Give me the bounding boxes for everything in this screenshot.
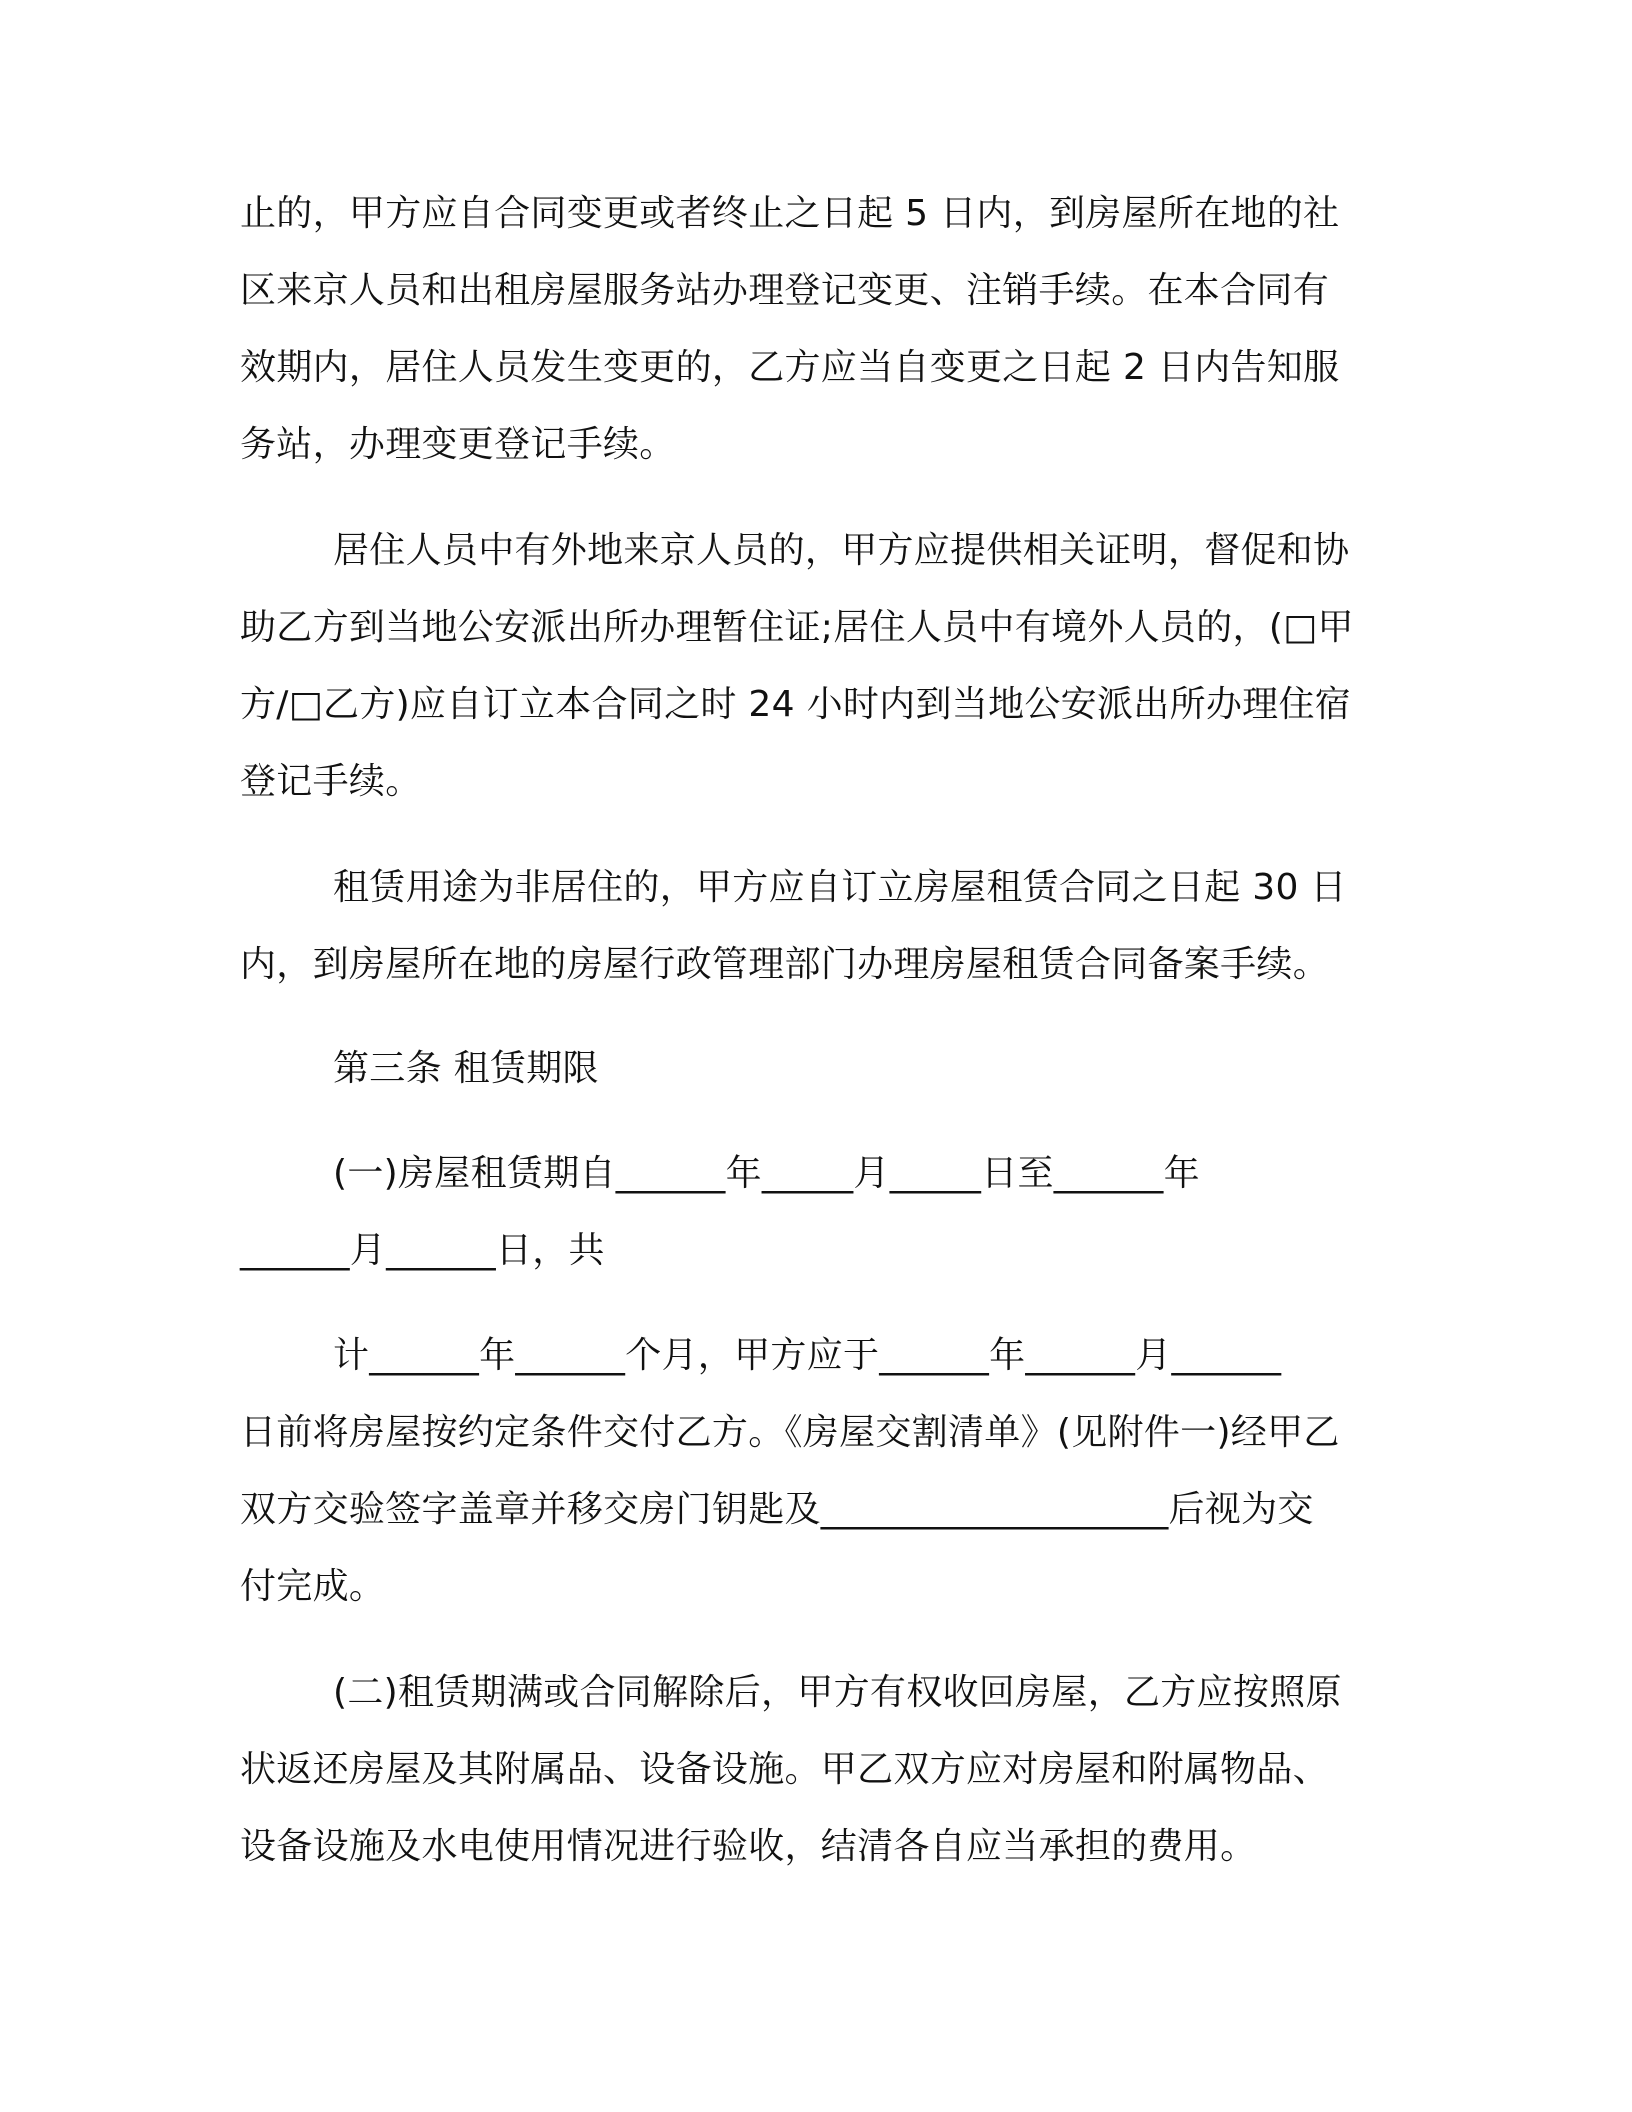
paragraph-6-line-3: 设备设施及水电使用情况进行验收，结清各自应当承担的费用。 xyxy=(240,1826,1257,1867)
paragraph-1-line-3: 效期内，居住人员发生变更的，乙方应当自变更之日起 2 日内告知服 xyxy=(240,347,1340,388)
paragraph-5-line-3: 双方交验签字盖章并移交房门钥匙及___________________后视为交 xyxy=(240,1489,1314,1530)
paragraph-4-line-2: ______月______日，共 xyxy=(240,1230,605,1271)
paragraph-1-line-2: 区来京人员和出租房屋服务站办理登记变更、注销手续。在本合同有 xyxy=(240,270,1330,311)
paragraph-1-line-4: 务站，办理变更登记手续。 xyxy=(240,424,676,465)
paragraph-4-line-1: (一)房屋租赁期自______年_____月_____日至______年 xyxy=(333,1153,1200,1194)
paragraph-6-line-1: (二)租赁期满或合同解除后，甲方有权收回房屋，乙方应按照原 xyxy=(333,1672,1342,1713)
paragraph-5-line-1: 计______年______个月，甲方应于______年______月______ xyxy=(333,1335,1282,1376)
paragraph-2-line-1: 居住人员中有外地来京人员的，甲方应提供相关证明，督促和协 xyxy=(333,530,1350,571)
paragraph-2-line-2: 助乙方到当地公安派出所办理暂住证;居住人员中有境外人员的，(□甲 xyxy=(240,607,1354,648)
paragraph-3-line-1: 租赁用途为非居住的，甲方应自订立房屋租赁合同之日起 30 日 xyxy=(333,867,1347,908)
paragraph-2-line-4: 登记手续。 xyxy=(240,761,422,802)
paragraph-5-line-4: 付完成。 xyxy=(240,1566,386,1607)
article-3-heading: 第三条 租赁期限 xyxy=(333,1048,599,1089)
paragraph-3-line-2: 内，到房屋所在地的房屋行政管理部门办理房屋租赁合同备案手续。 xyxy=(240,944,1330,985)
paragraph-2-line-3: 方/□乙方)应自订立本合同之时 24 小时内到当地公安派出所办理住宿 xyxy=(240,684,1352,725)
paragraph-6-line-2: 状返还房屋及其附属品、设备设施。甲乙双方应对房屋和附属物品、 xyxy=(240,1749,1330,1790)
paragraph-5-line-2: 日前将房屋按约定条件交付乙方。《房屋交割清单》(见附件一)经甲乙 xyxy=(240,1412,1340,1453)
paragraph-1-line-1: 止的，甲方应自合同变更或者终止之日起 5 日内，到房屋所在地的社 xyxy=(240,193,1340,234)
